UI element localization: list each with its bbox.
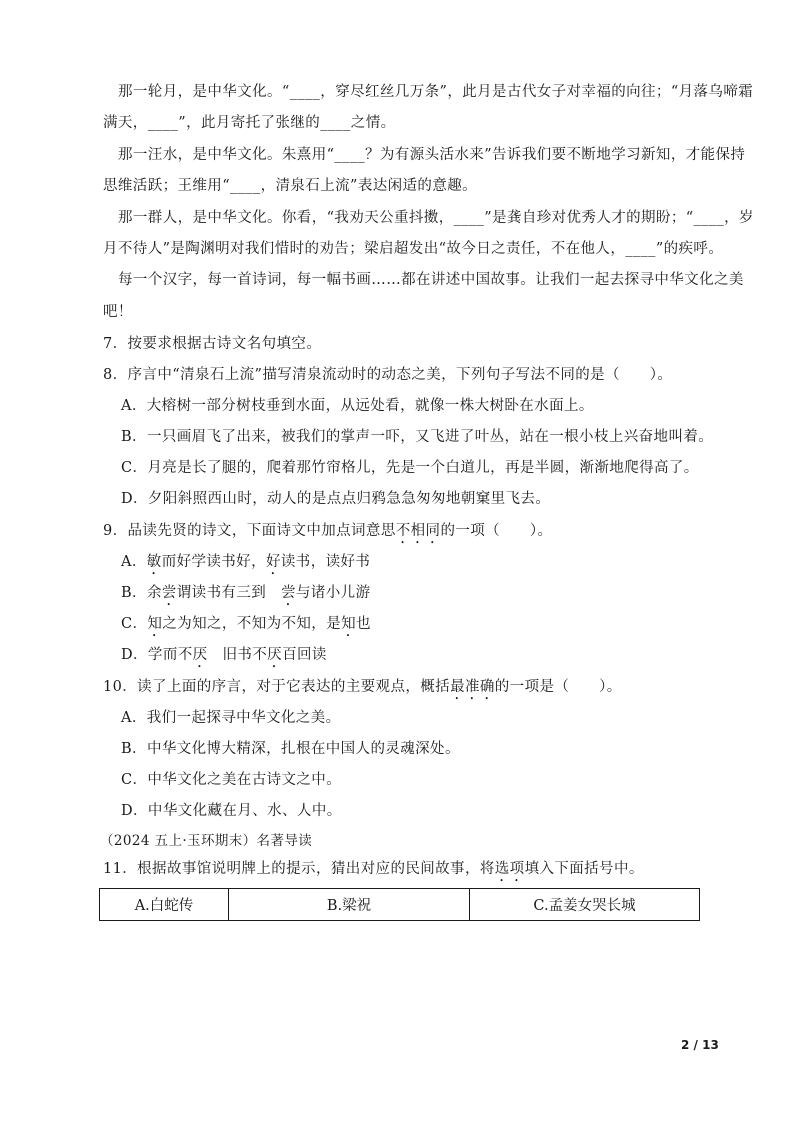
dotted-word: 知 bbox=[341, 616, 357, 632]
dotted-word: 尝 bbox=[161, 585, 177, 601]
question-8-option-d: D．夕阳斜照西山时，动人的是点点归鸦急急匆匆地朝窠里飞去。 bbox=[121, 491, 551, 507]
dotted-word: 知 bbox=[147, 616, 163, 632]
question-9-stem: 9．品读先贤的诗文，下面诗文中加点词意思不相同的一项（ ）。 bbox=[103, 523, 553, 539]
question-11-stem: 11．根据故事馆说明牌上的提示，猜出对应的民间故事，将选项填入下面括号中。 bbox=[103, 861, 644, 877]
emphasis-options: 选项 bbox=[494, 861, 525, 877]
preface-p4-line2: 吧！ bbox=[103, 304, 133, 320]
dotted-word: 好 bbox=[266, 554, 281, 570]
story-options-table bbox=[99, 888, 700, 921]
question-9-option-d: D．学而不厌 旧书不厌百回读 bbox=[121, 647, 327, 663]
preface-p4-line1: 每一个汉字，每一首诗词，每一幅书画……都在讲述中国故事。让我们一起去探寻中华文化之美 bbox=[118, 272, 744, 288]
dotted-word: 厌 bbox=[192, 647, 208, 663]
dotted-word: 厌 bbox=[267, 647, 283, 663]
story-option-a: A.白蛇传 bbox=[100, 889, 229, 921]
page-number: 2 / 13 bbox=[681, 1038, 719, 1052]
question-10-option-d: D．中华文化藏在月、水、人中。 bbox=[121, 803, 342, 819]
preface-p2-line1: 那一汪水，是中华文化。朱熹用“____？为有源头活水来”告诉我们要不断地学习新知，才能保持 bbox=[118, 147, 746, 163]
question-10-option-a: A．我们一起探寻中华文化之美。 bbox=[121, 710, 341, 726]
dotted-word: 尝 bbox=[281, 585, 296, 601]
question-8-option-c: C．月亮是长了腿的，爬着那竹帘格儿，先是一个白道儿，再是半圆，渐渐地爬得高了。 bbox=[121, 460, 699, 476]
question-9-option-b: B．余尝谓读书有三到 尝与诸小儿游 bbox=[121, 585, 371, 601]
question-9-option-a: A．敏而好学读书好，好读书，读好书 bbox=[121, 554, 371, 570]
source-label: （2024 五上·玉环期末）名著导读 bbox=[100, 833, 313, 849]
emphasis-most-accurate: 最准确 bbox=[450, 679, 495, 695]
preface-p2-line2: 思维活跃；王维用“____，清泉石上流”表达闲适的意趣。 bbox=[103, 178, 478, 194]
question-8-option-a: A．大榕树一部分树枝垂到水面，从远处看，就像一株大树卧在水面上。 bbox=[121, 398, 594, 414]
preface-p1-line1: 那一轮月，是中华文化。“____，穿尽红丝几万条”，此月是古代女子对幸福的向往；“月落乌啼霜 bbox=[118, 84, 754, 100]
dotted-word: 敏 bbox=[146, 554, 162, 570]
story-option-b: B.梁祝 bbox=[229, 889, 470, 921]
question-7: 7．按要求根据古诗文名句填空。 bbox=[103, 336, 322, 352]
preface-p3-line2: 月不待人”是陶渊明对我们惜时的劝告；梁启超发出“故今日之责任，不在他人，____”的疾呼。 bbox=[103, 241, 724, 257]
story-option-c: C.孟姜女哭长城 bbox=[470, 889, 700, 921]
emphasis-not-same: 不相同 bbox=[395, 523, 441, 539]
preface-p3-line1: 那一群人，是中华文化。你看，“我劝天公重抖擞，____”是龚自珍对优秀人才的期盼；“____，岁 bbox=[118, 210, 754, 226]
question-10-option-c: C．中华文化之美在古诗文之中。 bbox=[121, 772, 342, 788]
preface-p1-line2: 满天，____”，此月寄托了张继的____之情。 bbox=[103, 115, 396, 131]
question-8-stem: 8．序言中“清泉石上流”描写清泉流动时的动态之美，下列句子写法不同的是（ ）。 bbox=[103, 367, 673, 383]
question-10-option-b: B．中华文化博大精深，扎根在中国人的灵魂深处。 bbox=[121, 741, 460, 757]
question-9-option-c: C．知之为知之，不知为不知，是知也 bbox=[121, 616, 371, 632]
question-10-stem: 10．读了上面的序言，对于它表达的主要观点，概括最准确的一项是（ ）。 bbox=[103, 679, 622, 695]
question-8-option-b: B．一只画眉飞了出来，被我们的掌声一吓，又飞进了叶丛，站在一根小枝上兴奋地叫着。 bbox=[121, 429, 714, 445]
